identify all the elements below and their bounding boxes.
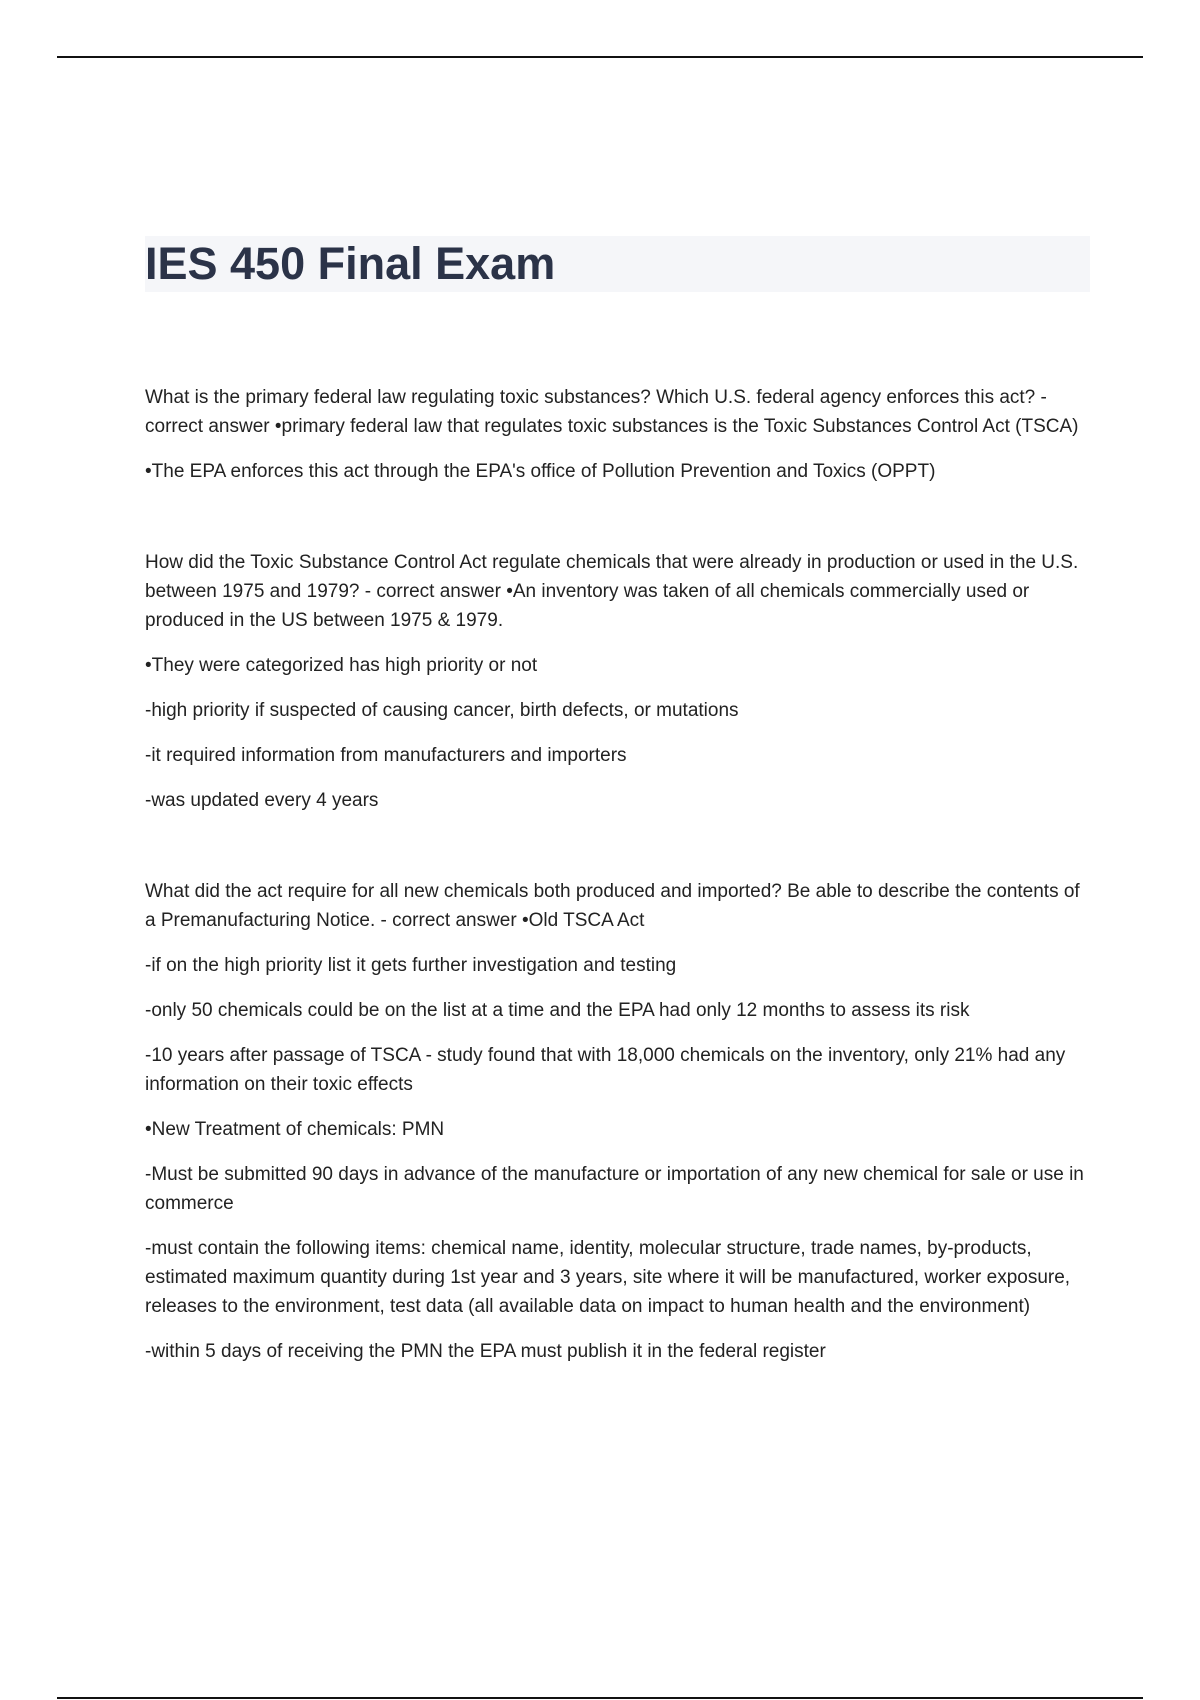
answer-3-point-1: -if on the high priority list it gets further investigation and testing bbox=[145, 955, 677, 976]
question-1-text: What is the primary federal law regulating toxic substances? Which U.S. federal agency enforces this act? - correct answer •primary federal law that regulates toxic substances is the Toxic Substances Control Act (TSCA) bbox=[145, 387, 1079, 437]
question-block-3 bbox=[145, 877, 1090, 1366]
header-rule bbox=[57, 56, 1143, 58]
document-title: IES 450 Final Exam bbox=[145, 238, 556, 289]
question-3-text: What did the act require for all new chemicals both produced and imported? Be able to describe the contents of a Premanufacturing Notice. - correct answer •Old TSCA Act bbox=[145, 881, 1080, 931]
answer-2-point-1: •They were categorized has high priority or not bbox=[145, 655, 538, 676]
question-2-text: How did the Toxic Substance Control Act regulate chemicals that were already in production or used in the U.S. between 1975 and 1979? - correct answer •An inventory was taken of all chemicals commercially used or produced in the US between 1975 & 1979. bbox=[145, 552, 1079, 631]
answer-2-point-3: -it required information from manufacturers and importers bbox=[145, 745, 627, 766]
answer-3-point-6: -must contain the following items: chemical name, identity, molecular structure, trade names, by-products, estimated maximum quantity during 1st year and 3 years, site where it will be manufactured, worker exposure, releases to the environment, test data (all available data on impact to human health and the environment) bbox=[145, 1238, 1071, 1317]
answer-3-point-3: -10 years after passage of TSCA - study found that with 18,000 chemicals on the inventory, only 21% had any information on their toxic effects bbox=[145, 1045, 1066, 1095]
document-body bbox=[145, 383, 1090, 1428]
answer-3-point-7: -within 5 days of receiving the PMN the EPA must publish it in the federal register bbox=[145, 1341, 826, 1362]
question-block-1 bbox=[145, 383, 1090, 486]
answer-2-point-4: -was updated every 4 years bbox=[145, 790, 379, 811]
answer-1-point-1: •The EPA enforces this act through the EPA's office of Pollution Prevention and Toxics (OPPT) bbox=[145, 461, 936, 482]
answer-3-point-5: -Must be submitted 90 days in advance of the manufacture or importation of any new chemical for sale or use in commerce bbox=[145, 1164, 1084, 1214]
answer-2-point-2: -high priority if suspected of causing cancer, birth defects, or mutations bbox=[145, 700, 739, 721]
answer-3-point-4: •New Treatment of chemicals: PMN bbox=[145, 1119, 445, 1140]
answer-3-point-2: -only 50 chemicals could be on the list at a time and the EPA had only 12 months to assess its risk bbox=[145, 1000, 970, 1021]
question-block-2 bbox=[145, 548, 1090, 815]
footer-rule bbox=[57, 1697, 1143, 1699]
